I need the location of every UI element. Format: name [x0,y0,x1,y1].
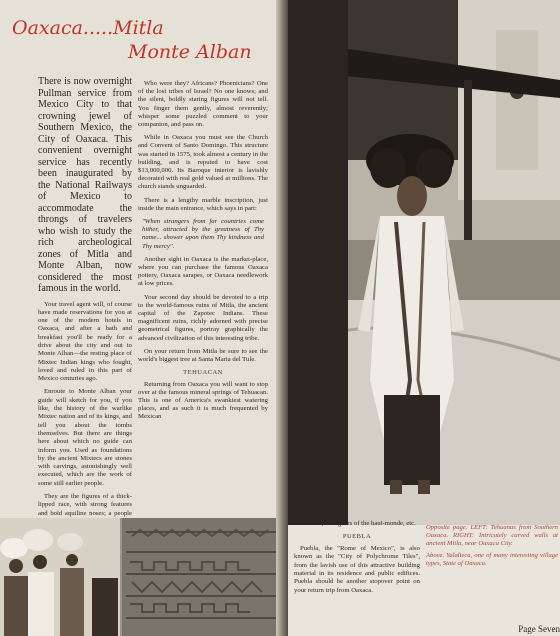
paragraph: There is a lengthy marble inscription, just inside the main entrance, which says in part: [138,196,268,212]
caption-opposite-page: Opposite page. LEFT: Tehuanas from Southern Oaxaca. RIGHT: Intricately carved walls at ancient Mitla, near Oaxaca City. [426,524,558,548]
title-line-2: Monte Alban [128,41,252,63]
photo-caption [426,524,558,571]
paragraph: officials, foreigners of the haut-monde, etc. [300,520,416,527]
title-line-1: Oaxaca.....Mitla [12,17,164,39]
paragraph: Your second day should be devoted to a trip to the world-famous ruins of Mitla, the ancient capital of the Zapotec Indians. These magnificent ruins, richly adorned with precise geometrical figures, portray graphically the advanced civilization of this interesting tribe. [138,293,268,342]
paragraph: While in Oaxaca you must see the Church and Convent of Santo Domingo. This structure was started in 1575, took almost a century in the building, and is reputed to have cost $13,000,000. Its Baroque interior is lavishly decorated with real gold valued at millions. The church stands unguarded. [138,134,268,191]
paragraph: Who were they? Africans? Phoenicians? One of the lost tribes of Israel? No one knows; and the silent, boldly staring figures will not tell. You finger them gently, almost reverently; whisper some puzzled comment to your companion, and pass on. [138,80,268,129]
page-number: Page Seven [518,624,560,634]
paragraph: On your return from Mitla be sure to see the world's biggest tree at Santa Maria del Tule. [138,347,268,364]
paragraph: They are the figures of a thick-lipped race, with strong features and bold aquiline noses; a people [38,493,132,517]
column-one [38,76,132,556]
section-heading-puebla: PUEBLA [342,533,372,541]
paragraph: Returning from Oaxaca you will want to stop over at the famous mineral springs of Tehuacan. This is one of America's swankiest watering places, and as such it is much frequented by Mexican [138,380,268,421]
right-page [288,0,560,636]
column-two [138,80,268,427]
paragraph: Another sight in Oaxaca is the market-place, where you can purchase the famous Oaxaca pottery, Oaxaca sarapes, or Oaxaca needlework at low prices. [138,255,268,288]
column-three [294,520,420,600]
paragraph: Puebla, the "Rome of Mexico", is also known as the "City of Polychrome Tiles", from the lavish use of this attractive building material in its residence and public edifices. Puebla should be another stopover point on your return trip from Oaxaca. [294,544,420,594]
yalalteca-photo [288,0,560,525]
intro-paragraph: There is now overnight Pullman service from Mexico City to that crowning jewel of Southern Mexico, the City of Oaxaca. This convenient overnight service has recently been inaugurated by the National Railways of Mexico to accommodate the throngs of travelers who wish to study the rich archeological zones of Mitla and Monte Alban, now considered the most famous in the world. [38,76,132,294]
inscription-quote: "When strangers from far countries come hither, attracted by the greatness of Thy name... shower upon them Thy kindness and Thy mercy". [142,218,264,250]
article-title [12,16,274,64]
caption-above: Above. Yalalteca, one of many interesting village types, State of Oaxaca. [426,551,558,567]
tehuanas-photo [0,518,282,636]
paragraph: Your travel agent will, of course have made reservations for you at one of the modern hotels in Oaxaca, and after a bath and breakfast you'll be ready for a drive about the city and out to Monte Alban—the resting place of Mixtec Indian kings who fought, loved and ruled in this part of Mexico centuries ago. [38,300,132,383]
paragraph: Enroute to Monte Alban your guide will sketch for you, if you like, the history of the warlike Mixtec nation and of its kings, and tell you about the tombs themselves. But there are things here about which no guide can inform you. Used as foundations by the ancient Mixtecs are stones with carvings, astonishingly well executed, which are the work of some still earlier people. [38,388,132,487]
section-heading-tehuacan: TEHUACAN [183,369,223,377]
